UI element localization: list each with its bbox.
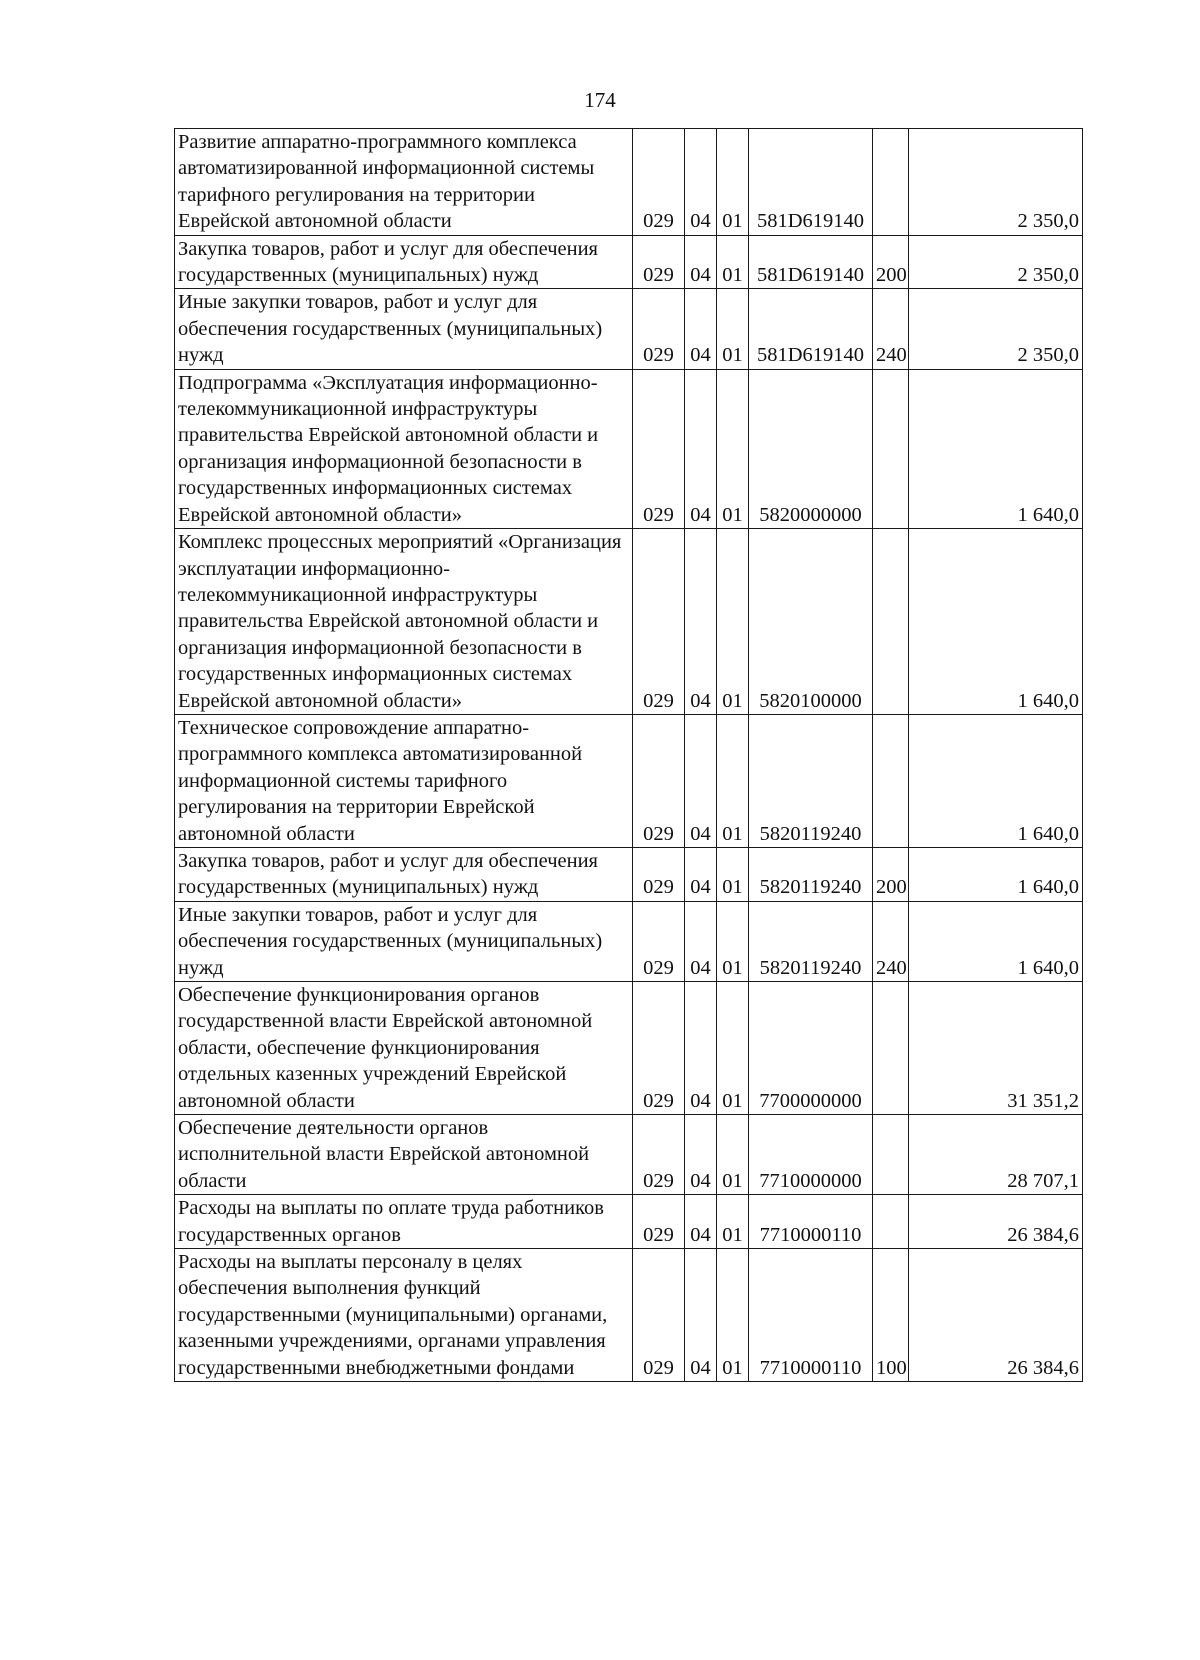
cell-type: 200 — [873, 235, 909, 289]
cell-type: 100 — [873, 1249, 909, 1382]
cell-name: Обеспечение деятельности органов исполнительной власти Еврейской автономной области — [175, 1115, 633, 1195]
cell-article: 5820100000 — [749, 529, 873, 715]
cell-type — [873, 129, 909, 236]
cell-section: 04 — [685, 1195, 717, 1249]
cell-name: Обеспечение функционирования органов государственной власти Еврейской автономной области, обеспечение функционирования отдельных казенных учреждений Еврейской автономной области — [175, 982, 633, 1115]
cell-subsection: 01 — [717, 1249, 749, 1382]
cell-name: Расходы на выплаты по оплате труда работников государственных органов — [175, 1195, 633, 1249]
cell-article: 5820000000 — [749, 369, 873, 528]
table-row — [175, 714, 1083, 847]
table-row — [175, 901, 1083, 981]
cell-ministry: 029 — [633, 529, 685, 715]
cell-subsection: 01 — [717, 529, 749, 715]
cell-type: 200 — [873, 847, 909, 901]
cell-name: Иные закупки товаров, работ и услуг для обеспечения государственных (муниципальных) нужд — [175, 901, 633, 981]
cell-article: 5820119240 — [749, 847, 873, 901]
cell-subsection: 01 — [717, 1195, 749, 1249]
cell-ministry: 029 — [633, 235, 685, 289]
cell-ministry: 029 — [633, 901, 685, 981]
cell-ministry: 029 — [633, 1115, 685, 1195]
cell-article: 581D619140 — [749, 235, 873, 289]
cell-article: 581D619140 — [749, 129, 873, 236]
cell-amount: 1 640,0 — [909, 369, 1083, 528]
cell-section: 04 — [685, 529, 717, 715]
cell-amount: 28 707,1 — [909, 1115, 1083, 1195]
cell-subsection: 01 — [717, 235, 749, 289]
cell-subsection: 01 — [717, 982, 749, 1115]
cell-amount: 26 384,6 — [909, 1249, 1083, 1382]
cell-amount: 1 640,0 — [909, 529, 1083, 715]
cell-name: Закупка товаров, работ и услуг для обеспечения государственных (муниципальных) нужд — [175, 847, 633, 901]
cell-subsection: 01 — [717, 369, 749, 528]
cell-section: 04 — [685, 289, 717, 369]
table-row — [175, 1249, 1083, 1382]
cell-amount: 1 640,0 — [909, 847, 1083, 901]
cell-article: 581D619140 — [749, 289, 873, 369]
cell-amount: 2 350,0 — [909, 289, 1083, 369]
table-row — [175, 129, 1083, 236]
cell-subsection: 01 — [717, 1115, 749, 1195]
cell-section: 04 — [685, 847, 717, 901]
cell-name: Закупка товаров, работ и услуг для обеспечения государственных (муниципальных) нужд — [175, 235, 633, 289]
cell-type: 240 — [873, 901, 909, 981]
cell-name: Иные закупки товаров, работ и услуг для обеспечения государственных (муниципальных) нужд — [175, 289, 633, 369]
cell-article: 5820119240 — [749, 714, 873, 847]
cell-name: Комплекс процессных мероприятий «Организация эксплуатации информационно-телекоммуникационной инфраструктуры правительства Еврейской автономной области и организация информационной безопасности в государственных информационных системах Еврейской автономной области» — [175, 529, 633, 715]
cell-article: 7710000110 — [749, 1195, 873, 1249]
cell-ministry: 029 — [633, 982, 685, 1115]
cell-subsection: 01 — [717, 847, 749, 901]
cell-amount: 1 640,0 — [909, 714, 1083, 847]
cell-type — [873, 1115, 909, 1195]
cell-section: 04 — [685, 1249, 717, 1382]
cell-amount: 1 640,0 — [909, 901, 1083, 981]
cell-ministry: 029 — [633, 847, 685, 901]
budget-table — [174, 128, 1083, 1382]
cell-name: Техническое сопровождение аппаратно-программного комплекса автоматизированной информационной системы тарифного регулирования на территории Еврейской автономной области — [175, 714, 633, 847]
cell-article: 7710000000 — [749, 1115, 873, 1195]
cell-type — [873, 369, 909, 528]
cell-section: 04 — [685, 982, 717, 1115]
table-row — [175, 1195, 1083, 1249]
cell-type — [873, 529, 909, 715]
cell-amount: 2 350,0 — [909, 129, 1083, 236]
cell-section: 04 — [685, 901, 717, 981]
cell-ministry: 029 — [633, 1249, 685, 1382]
cell-section: 04 — [685, 369, 717, 528]
cell-amount: 31 351,2 — [909, 982, 1083, 1115]
cell-subsection: 01 — [717, 901, 749, 981]
cell-name: Расходы на выплаты персоналу в целях обеспечения выполнения функций государственными (муниципальными) органами, казенными учреждениями, органами управления государственными внебюджетными фондами — [175, 1249, 633, 1382]
table-row — [175, 235, 1083, 289]
cell-ministry: 029 — [633, 1195, 685, 1249]
cell-subsection: 01 — [717, 129, 749, 236]
table-row — [175, 529, 1083, 715]
cell-section: 04 — [685, 235, 717, 289]
table-row — [175, 369, 1083, 528]
cell-type — [873, 1195, 909, 1249]
cell-amount: 2 350,0 — [909, 235, 1083, 289]
cell-ministry: 029 — [633, 714, 685, 847]
cell-ministry: 029 — [633, 129, 685, 236]
cell-subsection: 01 — [717, 289, 749, 369]
cell-article: 7700000000 — [749, 982, 873, 1115]
cell-article: 7710000110 — [749, 1249, 873, 1382]
cell-section: 04 — [685, 1115, 717, 1195]
page-number: 174 — [584, 88, 616, 112]
cell-article: 5820119240 — [749, 901, 873, 981]
table-row — [175, 289, 1083, 369]
cell-name: Подпрограмма «Эксплуатация информационно-телекоммуникационной инфраструктуры правительства Еврейской автономной области и организация информационной безопасности в государственных информационных системах Еврейской автономной области» — [175, 369, 633, 528]
cell-section: 04 — [685, 714, 717, 847]
cell-amount: 26 384,6 — [909, 1195, 1083, 1249]
table-row — [175, 1115, 1083, 1195]
cell-ministry: 029 — [633, 289, 685, 369]
cell-name: Развитие аппаратно-программного комплекса автоматизированной информационной системы тарифного регулирования на территории Еврейской автономной области — [175, 129, 633, 236]
cell-ministry: 029 — [633, 369, 685, 528]
cell-subsection: 01 — [717, 714, 749, 847]
cell-type: 240 — [873, 289, 909, 369]
cell-type — [873, 714, 909, 847]
cell-section: 04 — [685, 129, 717, 236]
table-row — [175, 982, 1083, 1115]
table-row — [175, 847, 1083, 901]
cell-type — [873, 982, 909, 1115]
